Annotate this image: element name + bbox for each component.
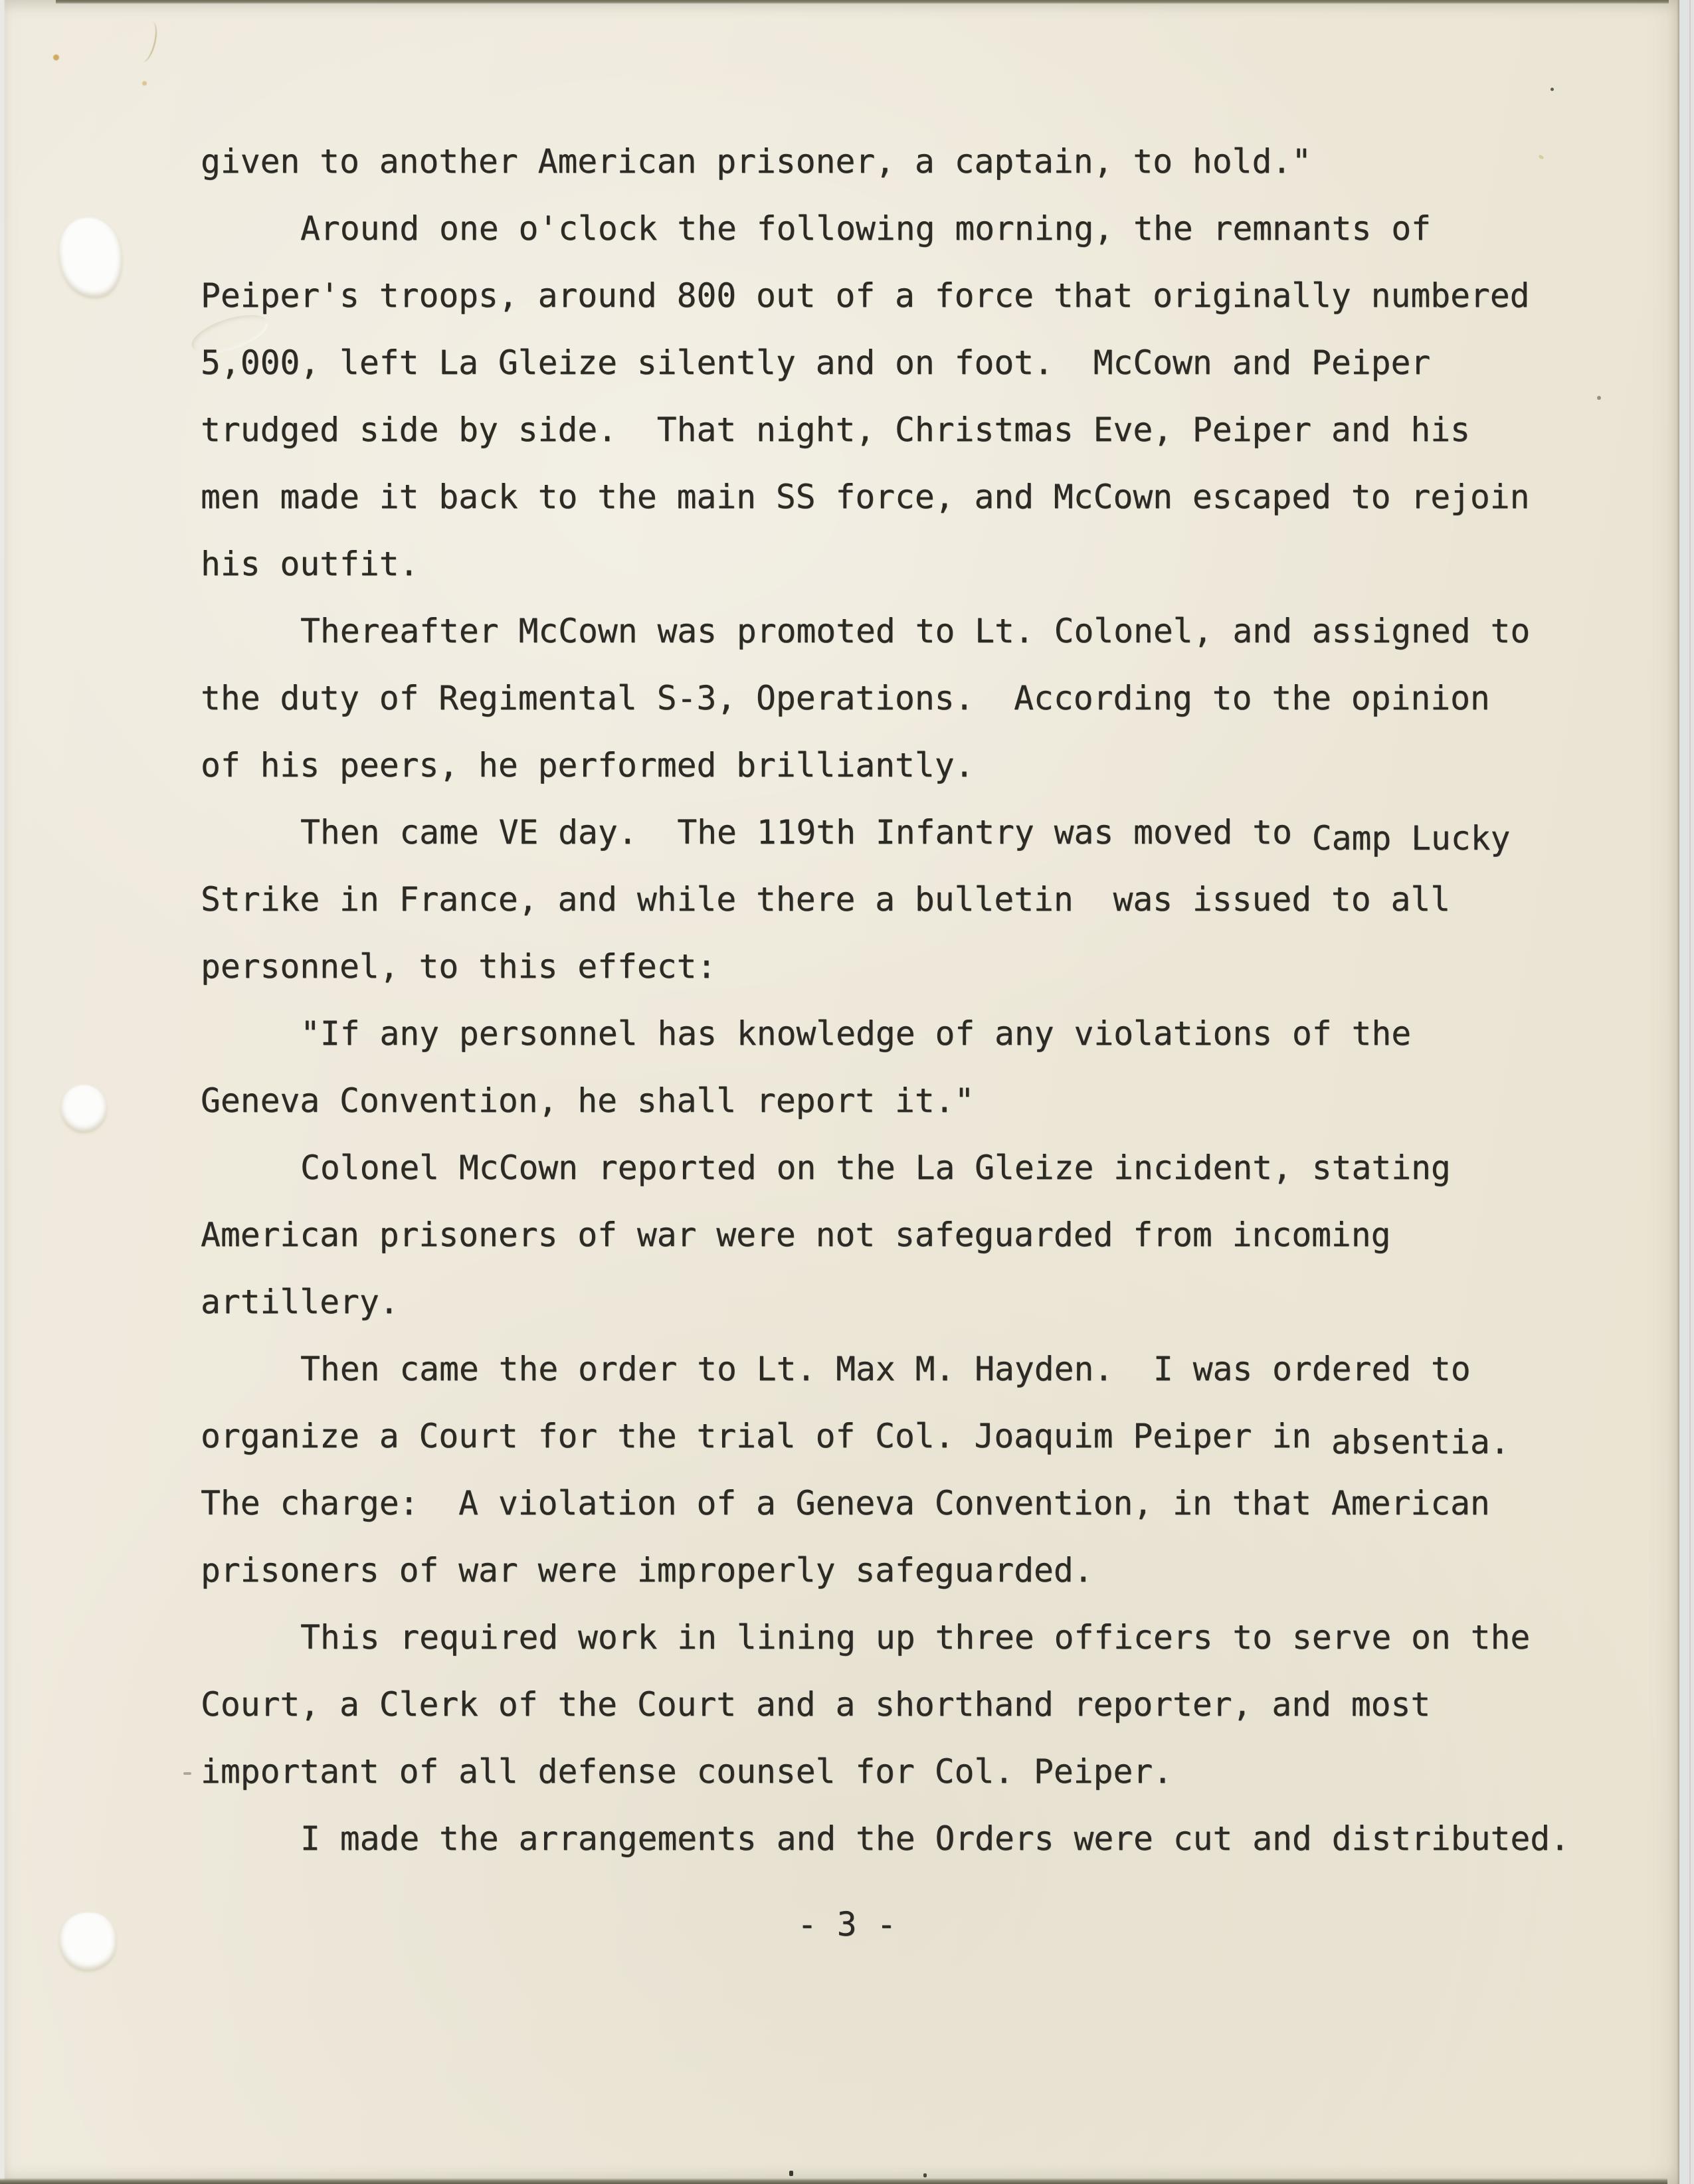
typed-text bbox=[201, 128, 1596, 1872]
text-line bbox=[201, 128, 1596, 195]
text-line bbox=[201, 397, 1596, 464]
scanner-bed-line bbox=[1689, 0, 1691, 2184]
ink-speck bbox=[923, 2173, 927, 2177]
text-line bbox=[201, 531, 1596, 598]
text-line bbox=[201, 1738, 1596, 1805]
ink-speck bbox=[1597, 396, 1601, 400]
text-segment: personnel, to this effect: bbox=[201, 947, 717, 986]
page-number: - 3 - bbox=[797, 1905, 897, 1944]
text-segment: Strike in France, and while there a bulletin was issued to all bbox=[201, 880, 1451, 919]
text-line bbox=[201, 1202, 1596, 1269]
text-line bbox=[201, 1403, 1596, 1470]
text-line bbox=[201, 1135, 1596, 1202]
text-line bbox=[201, 1336, 1596, 1403]
text-segment: Thereafter McCown was promoted to Lt. Colonel, and assigned to bbox=[300, 612, 1531, 650]
text-segment: This required work in lining up three officers to serve on the bbox=[300, 1618, 1531, 1657]
text-line bbox=[201, 1537, 1596, 1604]
punch-hole-bottom bbox=[60, 1913, 116, 1970]
punch-hole-middle bbox=[61, 1085, 106, 1132]
text-line bbox=[201, 195, 1596, 262]
ink-speck bbox=[789, 2171, 793, 2176]
inserted-correction: Camp Lucky bbox=[1311, 819, 1511, 858]
text-segment: prisoners of war were improperly safeguarded. bbox=[201, 1551, 1093, 1590]
text-line bbox=[201, 732, 1596, 799]
rust-speck bbox=[142, 81, 147, 86]
staple-crease-mark bbox=[135, 20, 160, 64]
text-segment: organize a Court for the trial of Col. Joaquim Peiper in bbox=[201, 1417, 1331, 1455]
text-segment: Colonel McCown reported on the La Gleize incident, stating bbox=[300, 1148, 1451, 1187]
scanner-bed-strip bbox=[1679, 0, 1694, 2184]
text-segment: Court, a Clerk of the Court and a shorthand reporter, and most bbox=[201, 1685, 1431, 1724]
text-line bbox=[201, 1671, 1596, 1738]
text-segment: Peiper's troops, around 800 out of a force that originally numbered bbox=[201, 276, 1530, 315]
text-segment: artillery. bbox=[201, 1283, 399, 1321]
text-segment: Then came VE day. The 119th Infantry was moved to bbox=[300, 813, 1312, 852]
rust-speck bbox=[53, 54, 59, 60]
text-line bbox=[201, 1805, 1596, 1872]
text-line bbox=[201, 1067, 1596, 1135]
text-line bbox=[201, 464, 1596, 531]
text-line bbox=[201, 1604, 1596, 1671]
text-segment: Then came the order to Lt. Max M. Hayden. I was ordered to bbox=[300, 1350, 1471, 1388]
text-segment: 5,000, left La Gleize silently and on foot. McCown and Peiper bbox=[201, 343, 1431, 382]
inserted-correction: absentia. bbox=[1331, 1423, 1510, 1461]
text-segment: his outfit. bbox=[201, 545, 419, 583]
text-line bbox=[201, 665, 1596, 732]
text-line bbox=[201, 329, 1596, 397]
text-segment: of his peers, he performed brilliantly. bbox=[201, 746, 975, 784]
text-line bbox=[201, 598, 1596, 665]
scan-edge-bottom bbox=[0, 2178, 1667, 2184]
text-segment: Geneva Convention, he shall report it." bbox=[201, 1081, 975, 1120]
text-line bbox=[201, 866, 1596, 933]
text-segment: The charge: A violation of a Geneva Convention, in that American bbox=[201, 1484, 1490, 1522]
ink-speck bbox=[183, 1772, 191, 1775]
text-segment: trudged side by side. That night, Christmas Eve, Peiper and his bbox=[201, 410, 1470, 449]
punch-hole-top bbox=[55, 215, 126, 301]
text-line bbox=[201, 1470, 1596, 1537]
text-line bbox=[201, 1269, 1596, 1336]
text-line bbox=[201, 799, 1596, 866]
scan-edge-top bbox=[56, 0, 1669, 4]
text-segment: the duty of Regimental S-3, Operations. According to the opinion bbox=[201, 679, 1490, 717]
text-segment: Around one o'clock the following morning, the remnants of bbox=[300, 209, 1431, 248]
text-segment: men made it back to the main SS force, and McCown escaped to rejoin bbox=[201, 478, 1530, 516]
text-segment: given to another American prisoner, a captain, to hold." bbox=[201, 142, 1312, 181]
text-segment: "If any personnel has knowledge of any violations of the bbox=[300, 1014, 1412, 1053]
text-segment: American prisoners of war were not safeguarded from incoming bbox=[201, 1216, 1391, 1254]
text-line bbox=[201, 933, 1596, 1000]
scan-edge-left bbox=[0, 0, 5, 2184]
text-segment: I made the arrangements and the Orders were cut and distributed. bbox=[300, 1819, 1570, 1858]
text-line bbox=[201, 1000, 1596, 1067]
ink-speck bbox=[1551, 88, 1554, 91]
text-segment: important of all defense counsel for Col. Peiper. bbox=[201, 1752, 1173, 1791]
text-line bbox=[201, 262, 1596, 329]
